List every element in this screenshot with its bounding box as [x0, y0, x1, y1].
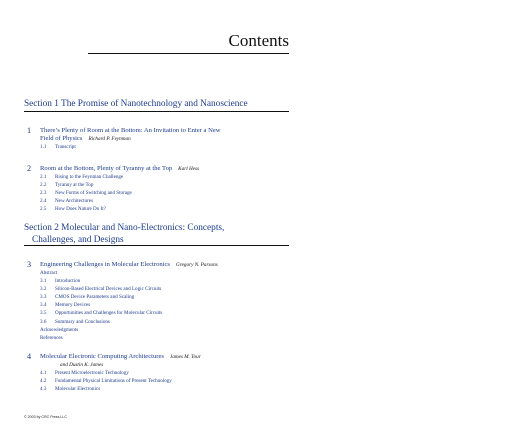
entry-number: 4.2 — [40, 378, 47, 385]
entry-title: Present Microelectronic Technology — [55, 370, 129, 376]
toc-entry[interactable] — [24, 377, 294, 385]
title-rule — [88, 53, 289, 54]
chapter-number: 2 — [27, 164, 32, 173]
toc-entry[interactable] — [24, 301, 294, 309]
entry-number: 2.1 — [40, 174, 47, 180]
chapter-1[interactable] — [24, 127, 294, 144]
chapter-title-line1-wrap — [40, 353, 294, 361]
chapter-title-line1: Room at the Bottom, Plenty of Tyranny at the Top — [40, 165, 173, 172]
entry-number: 3.3 — [40, 294, 47, 301]
entry-title: Opportunities and Challenges for Molecular Circuits — [55, 310, 163, 317]
chapter-title-line1: Molecular Electronic Computing Architectures — [40, 353, 164, 360]
entry-title: Fundamental Physical Limitations of Present Technology — [55, 378, 172, 385]
chapter-title-line1: Engineering Challenges in Molecular Electronics — [40, 261, 171, 268]
entry-title: Silicon-Based Electrical Devices and Logic Circuits — [55, 286, 162, 293]
entry-number: 2.3 — [40, 190, 47, 197]
chapter-author: James M. Tour — [169, 354, 201, 360]
entry-title: Rising to the Feynman Challenge — [55, 174, 124, 180]
entry-title: Introduction — [55, 278, 81, 285]
entry-title: Tyranny at the Top — [55, 182, 94, 189]
entry-number: 2.5 — [40, 206, 47, 213]
toc-entry[interactable] — [24, 269, 294, 277]
toc-entry[interactable] — [24, 334, 294, 342]
chapter-author: Karl Hess — [178, 166, 200, 172]
entry-number: 1.1 — [40, 144, 47, 150]
entry-number: 3.2 — [40, 286, 47, 293]
chapter-author-line2: and Dustin K. James — [60, 362, 104, 369]
chapter-3-entries — [24, 269, 294, 342]
entry-number: 4.3 — [40, 386, 47, 393]
entry-number: 4.1 — [40, 370, 47, 376]
entry-title: New Architectures — [55, 198, 94, 205]
chapter-author: Gregory N. Parsons — [176, 262, 218, 268]
entry-title: References — [40, 334, 63, 341]
entry-title: New Forms of Switching and Storage — [55, 190, 132, 197]
chapter-author: Richard P. Feynman — [88, 136, 131, 143]
chapter-4-entries — [24, 369, 294, 393]
section-2-rule — [24, 245, 289, 246]
entry-title: How Does Nature Do It? — [55, 206, 106, 213]
toc-entry[interactable] — [24, 189, 294, 197]
chapter-number: 3 — [27, 260, 32, 269]
section-2-heading-line2: Challenges, and Designs — [32, 234, 124, 245]
entry-title: Acknowledgments — [40, 326, 79, 333]
toc-entry[interactable] — [24, 326, 294, 334]
chapter-2-entries — [24, 173, 294, 213]
toc-entry[interactable] — [24, 285, 294, 293]
copyright-footer: © 2003 by CRC Press LLC — [24, 415, 67, 419]
toc-entry[interactable] — [24, 143, 294, 151]
chapter-title-line2: Field of Physics — [40, 135, 83, 143]
entry-title: CMOS Device Parameters and Scaling — [55, 294, 135, 301]
entry-number: 3.4 — [40, 302, 47, 309]
section-1-rule — [24, 111, 289, 112]
section-2-heading[interactable] — [24, 223, 290, 246]
entry-title: Molecular Electronics — [55, 386, 101, 393]
section-1-heading[interactable]: Section 1 The Promise of Nanotechnology and Nanoscience — [24, 99, 248, 109]
toc-entry[interactable] — [24, 181, 294, 189]
entry-number: 2.4 — [40, 198, 47, 205]
toc-entry[interactable] — [24, 277, 294, 285]
toc-entry[interactable] — [24, 173, 294, 181]
entry-title: Memory Devices — [55, 302, 91, 309]
toc-entry[interactable] — [24, 385, 294, 393]
toc-entry[interactable] — [24, 309, 294, 317]
entry-title: Transcript — [55, 144, 76, 150]
entry-number: 2.2 — [40, 182, 47, 189]
page-title: Contents — [228, 31, 289, 50]
entry-number: 3.5 — [40, 310, 47, 317]
entry-number: 3.6 — [40, 318, 47, 325]
chapter-number: 4 — [27, 352, 32, 361]
section-2-heading-line1: Section 2 Molecular and Nano-Electronics: Concepts, — [24, 223, 225, 233]
entry-title: Summary and Conclusions — [55, 318, 110, 325]
toc-entry[interactable] — [24, 369, 294, 377]
chapter-number: 1 — [27, 126, 32, 135]
toc-entry[interactable] — [24, 205, 294, 213]
toc-entry[interactable] — [24, 197, 294, 205]
entry-title: Abstract — [40, 270, 58, 276]
toc-entry[interactable] — [24, 293, 294, 301]
chapter-1-entries — [24, 143, 294, 151]
chapter-title-line1: There’s Plenty of Room at the Bottom: An Invitation to Enter a New — [40, 127, 221, 134]
chapter-4[interactable] — [24, 353, 294, 370]
toc-entry[interactable] — [24, 318, 294, 326]
entry-number: 3.1 — [40, 278, 47, 285]
